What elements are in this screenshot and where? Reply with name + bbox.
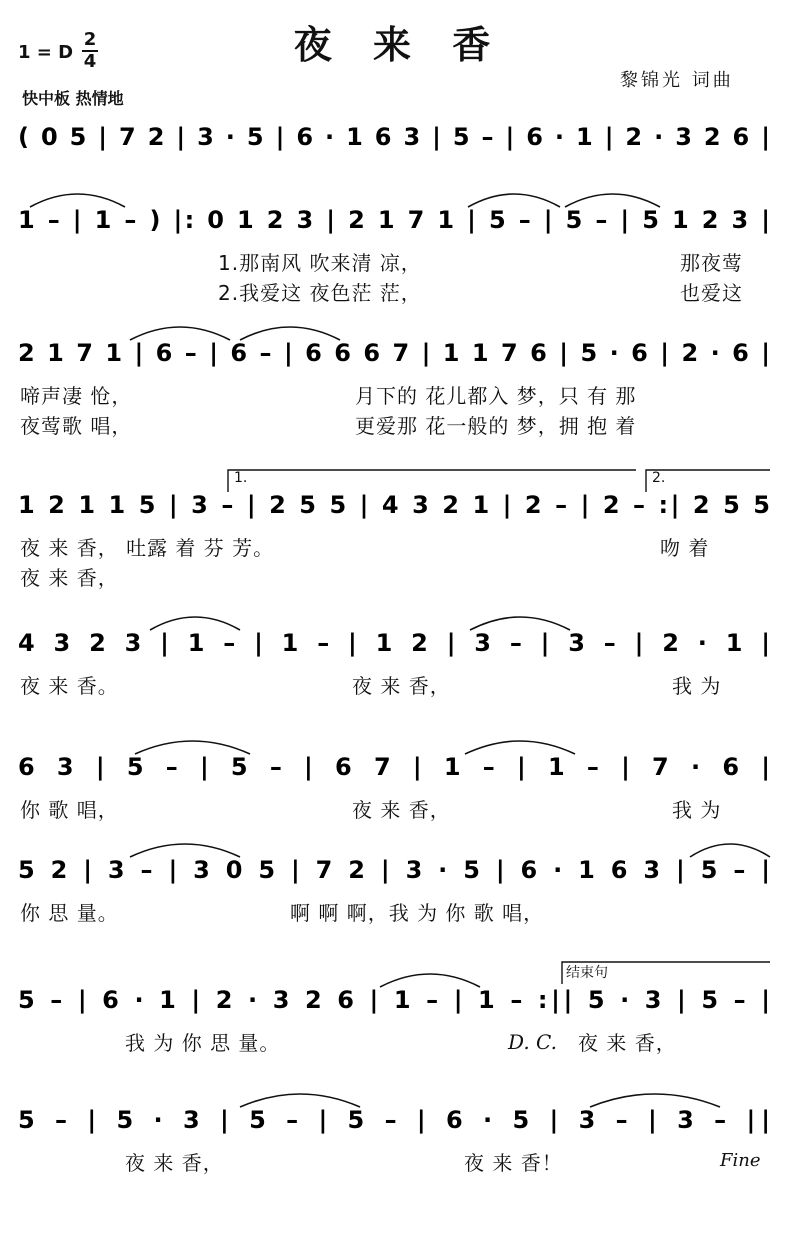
- lyric-line: 我 为: [672, 798, 722, 822]
- lyric-line: 更爱那 花一般的 梦，拥 抱 着: [355, 414, 637, 438]
- lyric-line: 那夜莺: [680, 251, 743, 275]
- notation-line: 1 2 1 1 5 | 3 – | 2 5 5 | 4 3 2 1 | 2 – | 2 – :| 2 5 5: [18, 491, 770, 519]
- lyric-line: 啊 啊 啊，我 为 你 歌 唱，: [290, 901, 545, 925]
- lyric-line: 夜 来 香！: [464, 1151, 563, 1175]
- lyric-line: 我 为: [672, 674, 722, 698]
- lyric-line: 夜 来 香，: [352, 798, 451, 822]
- lyric-line: 也爱这: [680, 281, 743, 305]
- lyric-line: 你 歌 唱，: [20, 798, 119, 822]
- time-signature-bottom: 4: [83, 51, 97, 72]
- notation-line: 5 2 | 3 – | 3 0 5 | 7 2 | 3 · 5 | 6 · 1 6 3 | 5 – |: [18, 856, 771, 884]
- lyric-line: 夜 来 香， 吐露 着 芬 芳。: [20, 536, 275, 560]
- lyric-line: 夜 来 香，: [20, 566, 119, 590]
- time-signature-top: 2: [83, 29, 97, 50]
- notation-line: 5 – | 5 · 3 | 5 – | 5 – | 6 · 5 | 3 – | 3 – ||: [18, 1106, 771, 1134]
- tempo-marking: 快中板 热情地: [22, 89, 124, 108]
- fine-marking: Fine: [720, 1150, 761, 1171]
- notation-line: ( 0 5 | 7 2 | 3 · 5 | 6 · 1 6 3 | 5 – | 6 · 1 | 2 · 3 2 6 |: [18, 123, 770, 151]
- notation-line: 6 3 | 5 – | 5 – | 6 7 | 1 – | 1 – | 7 · 6 |: [18, 753, 770, 781]
- lyric-line: 夜 来 香，: [125, 1151, 224, 1175]
- lyric-line: 吻 着: [660, 536, 710, 560]
- lyric-line: 啼声凄 怆，: [20, 384, 133, 408]
- lyric-line: 夜 来 香。: [20, 674, 119, 698]
- lyric-line: 2.我爱这 夜色茫 茫，: [218, 281, 422, 305]
- lyric-line: 月下的 花儿都入 梦，只 有 那: [355, 384, 637, 408]
- lyric-line: 1.那南风 吹来清 凉，: [218, 251, 422, 275]
- notation-line: 1 – | 1 – ) |: 0 1 2 3 | 2 1 7 1 | 5 – | 5 – | 5 1 2 3 |: [18, 206, 770, 234]
- lyric-line: 夜 来 香，: [578, 1031, 677, 1055]
- volta-1-label: 1.: [234, 470, 248, 486]
- song-title: 夜 来 香: [293, 22, 505, 67]
- lyric-line: 你 思 量。: [20, 901, 119, 925]
- volta-2-label: 2.: [652, 470, 666, 486]
- notation-line: 2 1 7 1 | 6 – | 6 – | 6 6 6 7 | 1 1 7 6 | 5 · 6 | 2 · 6 |: [18, 339, 770, 367]
- lyric-line: 夜莺歌 唱，: [20, 414, 133, 438]
- key-signature: 1 = D: [18, 42, 74, 63]
- notation-line: 4 3 2 3 | 1 – | 1 – | 1 2 | 3 – | 3 – | 2 · 1 |: [18, 629, 771, 657]
- lyric-line: 夜 来 香，: [352, 674, 451, 698]
- lyric-line: 我 为 你 思 量。: [125, 1031, 281, 1055]
- dc-marking: D. C.: [508, 1030, 557, 1054]
- volta-bracket: [228, 470, 636, 492]
- composer-credit: 黎锦光 词曲: [620, 70, 734, 91]
- coda-label: 结束句: [566, 965, 608, 981]
- notation-line: 5 – | 6 · 1 | 2 · 3 2 6 | 1 – | 1 – :|| 5 · 3 | 5 – |: [18, 986, 770, 1014]
